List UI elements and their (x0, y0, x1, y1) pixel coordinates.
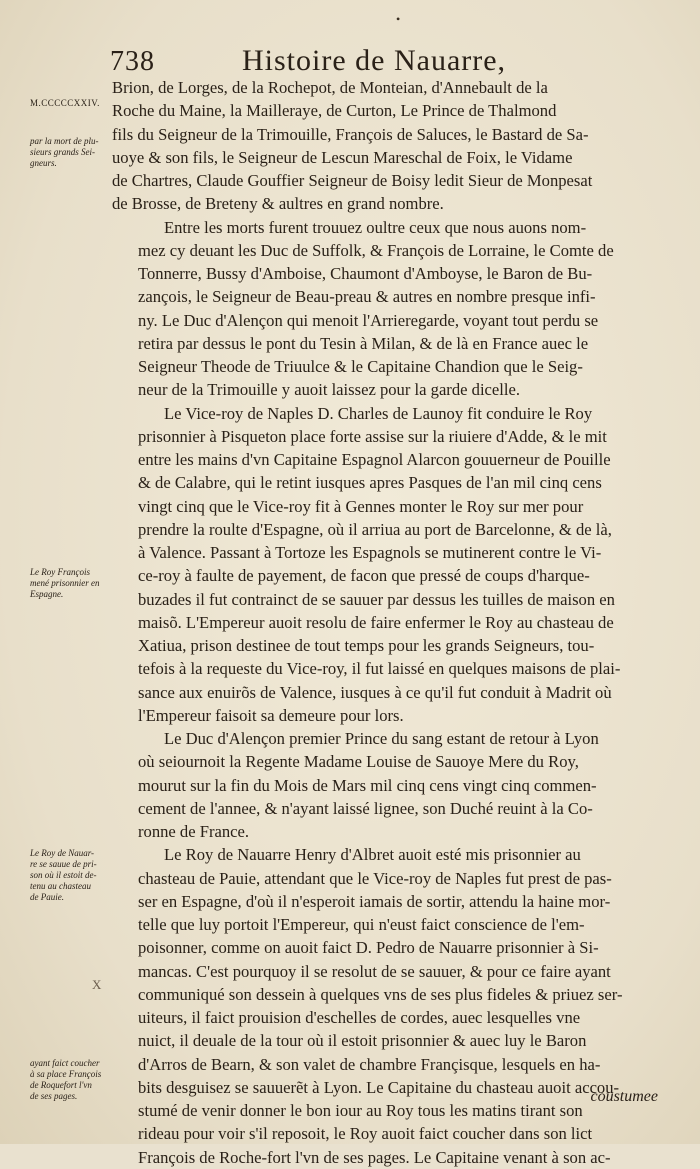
margin-note-page: ayant faict coucher à sa place François de Roquefort l'vn de ses pages. (30, 1058, 102, 1101)
margin-year: M.CCCCCXXIV. (30, 98, 100, 108)
text-line: Le Vice-roy de Naples D. Charles de Launoy fit conduire le Roy (164, 403, 593, 423)
text-line: prendre la roulte d'Espagne, où il arriua au port de Barcelonne, & de là, (138, 519, 612, 539)
paragraph (112, 727, 660, 843)
text-line: Le Roy de Nauarre Henry d'Albret auoit esté mis prisonnier au (164, 845, 581, 865)
catchword: coustumee (590, 1088, 658, 1105)
margin-mark: X (92, 977, 102, 992)
text-line: mourut sur la fin du Mois de Mars mil cinq cens vingt cinq commen- (138, 775, 597, 795)
text-line: communiqué son dessein à quelques vns de ses plus fideles & priuez ser- (138, 984, 623, 1004)
text-line: à Valence. Passant à Tortoze les Espagnols se mutinerent contre le Vi- (138, 543, 602, 562)
text-line: prisonnier à Pisqueton place forte assise sur la riuiere d'Adde, & le mit (138, 426, 607, 446)
text-line: de Brosse, de Breteny & aultres en grand nombre. (112, 194, 444, 214)
text-line: rideau pour voir s'il reposoit, le Roy auoit faict coucher dans son lict (138, 1124, 593, 1144)
text-line: buzades il fut contrainct de se sauuer par dessus les tuilles de maison en (138, 589, 615, 609)
text-line: maisõ. L'Empereur auoit resolu de faire enfermer le Roy au chasteau de (138, 612, 614, 632)
text-line: stumé de venir donner le bon iour au Roy tous les matins tirant son (138, 1101, 583, 1120)
margin-note-deaths: par la mort de plu- sieurs grands Sei- gneurs. (30, 136, 99, 168)
text-line: ronne de France. (138, 822, 250, 841)
text-line: Brion, de Lorges, de la Rochepot, de Monteian, d'Annebault de la (112, 78, 548, 97)
text-line: ser en Espagne, d'où il n'esperoit iamais de sortir, attendu la haine mor- (138, 891, 611, 911)
text-line: sance aux enuirõs de Valence, iusques à ce qu'il fut conduit à Madrit où (138, 682, 612, 702)
text-line: Entre les morts furent trouuez oultre ceux que nous auons nom- (164, 217, 587, 237)
text-line: d'Arros de Bearn, & son valet de chambre Françisque, lesquels en ha- (138, 1054, 601, 1074)
text-line: François de Roche-fort l'vn de ses pages. Le Capitaine venant à son ac- (138, 1147, 611, 1167)
page-number: 738 (110, 46, 155, 77)
text-line: uiteurs, il faict prouision d'eschelles de cordes, auec lesquelles vne (138, 1008, 581, 1027)
text-line: Xatiua, prison destinee de tout temps pour les grands Seigneurs, tou- (138, 636, 595, 655)
text-line: Le Duc d'Alençon premier Prince du sang estant de retour à Lyon (164, 729, 599, 748)
text-line: Roche du Maine, la Mailleraye, de Curton, Le Prince de Thalmond (112, 101, 557, 121)
text-line: tefois à la requeste du Vice-roy, il fut laissé en quelques maisons de plai- (138, 659, 621, 679)
printer-ornament: • (396, 12, 401, 26)
text-line: neur de la Trimouille y auoit laissez pour la garde dicelle. (138, 380, 521, 400)
paragraph (112, 216, 660, 402)
text-line: fils du Seigneur de la Trimouille, François de Saluces, le Bastard de Sa- (112, 124, 589, 144)
page-header (110, 40, 670, 80)
text-line: telle que luy portoit l'Empereur, qui n'eust faict conscience de l'em- (138, 915, 585, 934)
text-line: cement de l'annee, & n'ayant laissé lignee, son Duché reuint à la Co- (138, 798, 593, 818)
text-line: vingt cinq que le Vice-roy fit à Gennes monter le Roy sur mer pour (138, 496, 584, 516)
text-line: retira par dessus le pont du Tesin à Milan, & de là en France auec le (138, 333, 589, 353)
paragraph (112, 402, 660, 728)
text-line: l'Empereur faisoit sa demeure pour lors. (138, 705, 404, 725)
text-line: Seigneur Theode de Triuulce & le Capitaine Chandion que le Seig- (138, 357, 583, 376)
text-line: nuict, il deuale de la tour où il estoit prisonnier & auec luy le Baron (138, 1031, 587, 1051)
text-line: zançois, le Seigneur de Beau-preau & autres en nombre presque infi- (138, 287, 596, 307)
text-line: & de Calabre, qui le retint iusques apres Pasques de l'an mil cinq cens (138, 473, 602, 493)
text-line: bits desguisez se sauuerẽt à Lyon. Le Capitaine du chasteau auoit accou- (138, 1077, 620, 1097)
text-line: mez cy deuant les Duc de Suffolk, & François de Lorraine, le Comte de (138, 240, 614, 260)
text-line: poisonner, comme on auoit faict D. Pedro de Nauarre prisonnier à Si- (138, 938, 599, 958)
text-line: uoye & son fils, le Seigneur de Lescun Mareschal de Foix, le Vidame (112, 147, 573, 167)
paragraph (112, 76, 660, 216)
running-head: Histoire de Nauarre, (242, 44, 507, 77)
text-line: de Chartres, Claude Gouffier Seigneur de Boisy ledit Sieur de Monpesat (112, 171, 593, 190)
text-body (112, 76, 660, 1169)
text-line: ny. Le Duc d'Alençon qui menoit l'Arrieregarde, voyant tout perdu se (138, 310, 599, 330)
text-line: chasteau de Pauie, attendant que le Vice-roy de Naples fut prest de pas- (138, 868, 612, 888)
margin-note-escape: Le Roy de Nauar- re se sauue de pri- son où il estoit de- tenu au chasteau de Pauie. (30, 848, 97, 902)
text-line: Tonnerre, Bussy d'Amboise, Chaumont d'Amboyse, le Baron de Bu- (138, 264, 593, 283)
margin-note-king-prisoner: Le Roy François mené prisonnier en Espagne. (30, 567, 100, 599)
text-line: ce-roy à faulte de payement, de facon que pressé de coups d'harque- (138, 566, 590, 586)
text-line: entre les mains d'vn Capitaine Espagnol Alarcon gouuerneur de Pouille (138, 450, 611, 469)
paragraph (112, 843, 660, 1169)
text-line: où seiournoit la Regente Madame Louise de Sauoye Mere du Roy, (138, 752, 579, 772)
text-line: mancas. C'est pourquoy il se resolut de se sauuer, & pour ce faire ayant (138, 961, 611, 981)
